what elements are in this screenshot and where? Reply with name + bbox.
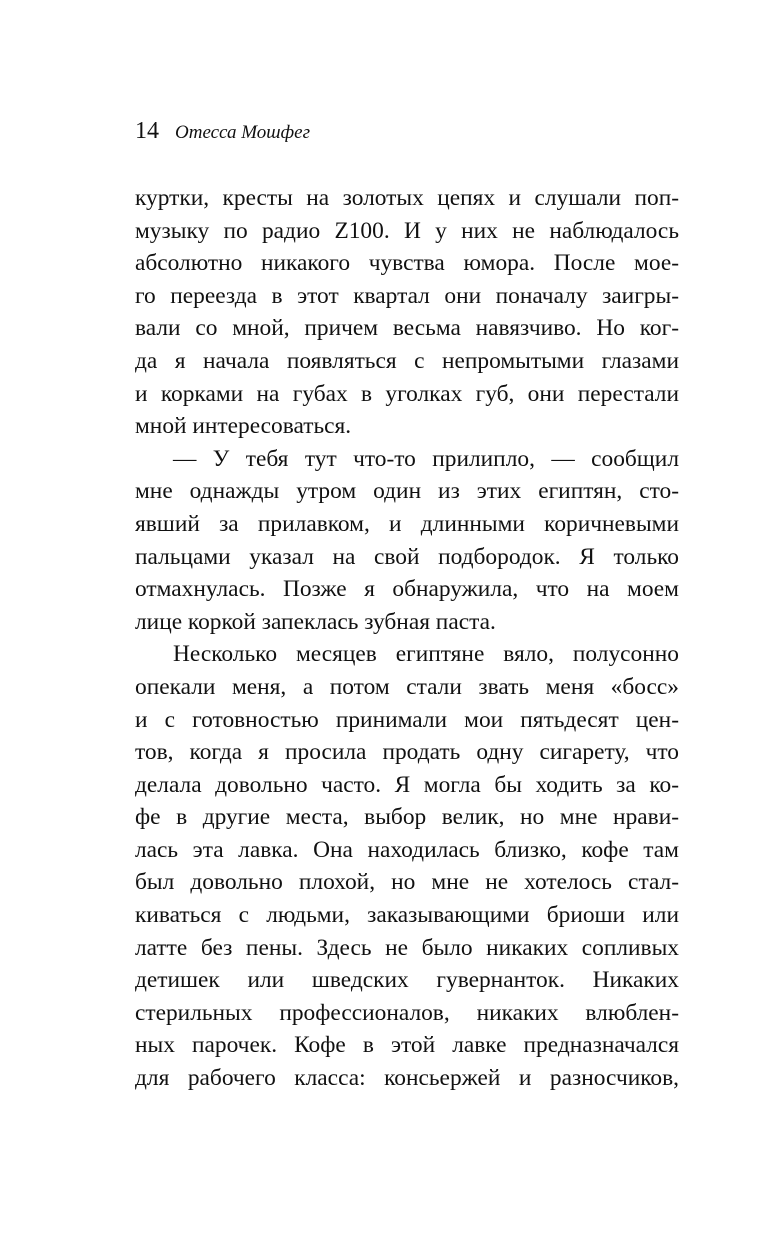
paragraph-3 (135, 638, 679, 1094)
text-line: фе в другие места, выбор велик, но мне нрави- (135, 804, 679, 831)
text-line: и корками на губах в уголках губ, они перестали (135, 380, 679, 407)
paragraph-1 (135, 182, 679, 443)
text-line: был довольно плохой, но мне не хотелось стал- (135, 869, 679, 896)
text-line: музыку по радио Z100. И у них не наблюдалось (135, 217, 679, 244)
text-line: латте без пены. Здесь не было никаких сопливых (135, 934, 679, 961)
text-line: ных парочек. Кофе в этой лавке предназначался (135, 1032, 679, 1059)
running-head (135, 118, 310, 150)
text-line: вали со мной, причем весьма навязчиво. Но ког- (135, 315, 679, 342)
text-line: делала довольно часто. Я могла бы ходить за ко- (135, 771, 679, 798)
text-line: да я начала появляться с непромытыми глазами (135, 347, 679, 374)
text-line: для рабочего класса: консьержей и разносчиков, (135, 1065, 679, 1092)
text-line: абсолютно никакого чувства юмора. После мое- (135, 250, 679, 277)
text-line: лась эта лавка. Она находилась близко, кофе там (135, 836, 679, 863)
text-line: тов, когда я просила продать одну сигарету, что (135, 739, 679, 766)
text-line: опекали меня, а потом стали звать меня «босс» (135, 673, 679, 700)
paragraph-2 (135, 443, 679, 639)
text-line: явший за прилавком, и длинными коричневыми (135, 510, 679, 537)
text-line: — У тебя тут что-то прилипло, — сообщил (173, 445, 679, 472)
text-line: Несколько месяцев египтяне вяло, полусонно (173, 641, 679, 668)
text-line: киваться с людьми, заказывающими бриоши или (135, 902, 679, 929)
text-line: лице коркой запеклась зубная паста. (135, 608, 496, 635)
page-number: 14 (135, 118, 159, 144)
text-line: пальцами указал на свой подбородок. Я только (135, 543, 679, 570)
text-line: детишек или шведских гувернанток. Никаких (135, 967, 679, 994)
text-line: отмахнулась. Позже я обнаружила, что на моем (135, 576, 679, 603)
text-line: го переезда в этот квартал они поначалу заигры- (135, 282, 679, 309)
running-head-author: Отесса Мошфег (175, 122, 310, 143)
text-line: куртки, кресты на золотых цепях и слушали поп- (135, 185, 679, 211)
text-line: стерильных профессионалов, никаких влюблен- (135, 999, 679, 1026)
text-line: мне однажды утром один из этих египтян, сто- (135, 478, 679, 505)
text-line: и с готовностью принимали мои пятьдесят цен- (135, 706, 679, 733)
text-line: мной интересоваться. (135, 413, 352, 440)
body-text (135, 182, 679, 1095)
